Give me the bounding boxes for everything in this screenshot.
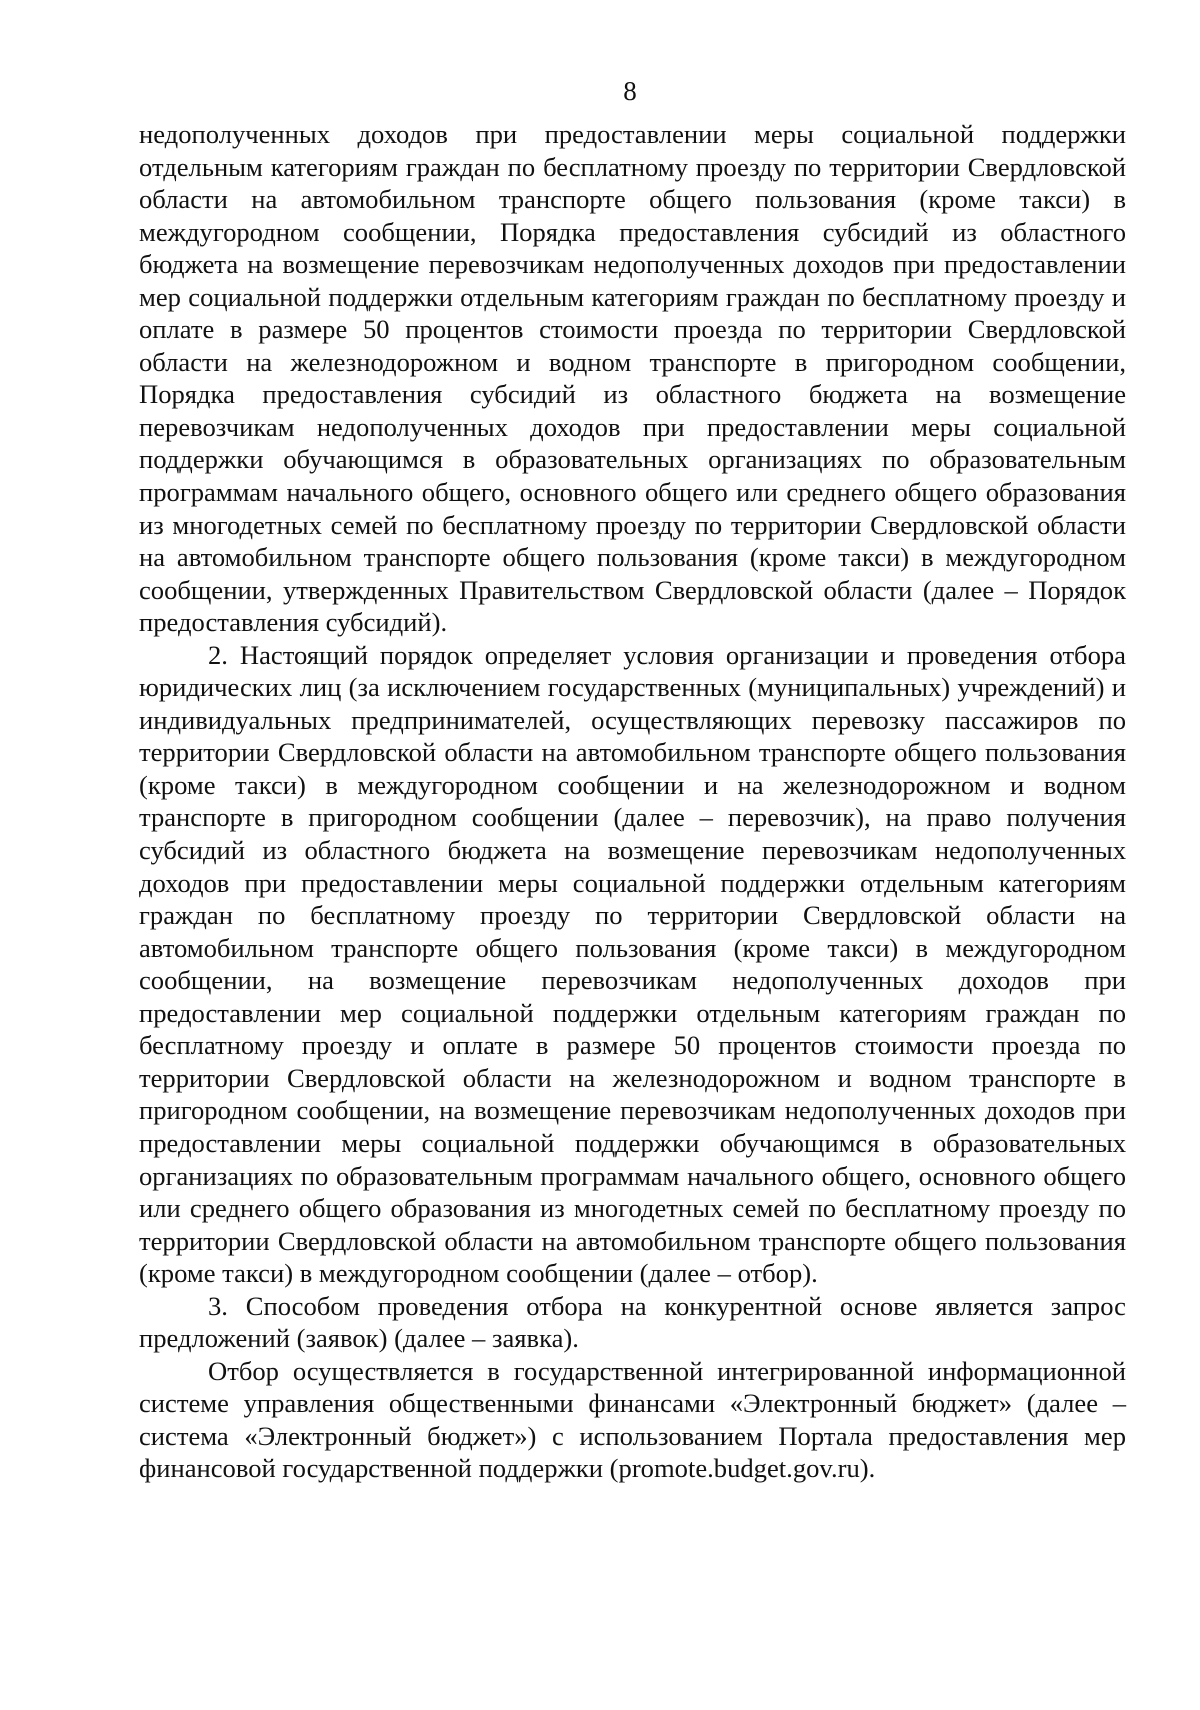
- paragraph-item-2: 2. Настоящий порядок определяет условия организации и проведения отбора юридических лиц (за исключением государственных (муниципальных) учреждений) и индивидуальных предпринимателей, осуществляющих перевозку пассажиров по территории Свердловской области на автомобильном транспорте общего пользования (кроме такси) в междугородном сообщении и на железнодорожном и водном транспорте в пригородном сообщении (далее – перевозчик), на право получения субсидий из областного бюджета на возмещение перевозчикам недополученных доходов при предоставлении меры социальной поддержки отдельным категориям граждан по бесплатному проезду по территории Свердловской области на автомобильном транспорте общего пользования (кроме такси) в междугородном сообщении, на возмещение перевозчикам недополученных доходов при предоставлении мер социальной поддержки отдельным категориям граждан по бесплатному проезду и оплате в размере 50 процентов стоимости проезда по территории Свердловской области на железнодорожном и водном транспорте в пригородном сообщении, на возмещение перевозчикам недополученных доходов при предоставлении меры социальной поддержки обучающимся в образовательных организациях по образовательным программам начального общего, основного общего или среднего общего образования из многодетных семей по бесплатному проезду по территории Свердловской области на автомобильном транспорте общего пользования (кроме такси) в междугородном сообщении (далее – отбор).: [139, 639, 1126, 1289]
- paragraph-continuation: недополученных доходов при предоставлении меры социальной поддержки отдельным категориям граждан по бесплатному проезду по территории Свердловской области на автомобильном транспорте общего пользования (кроме такси) в междугородном сообщении, Порядка предоставления субсидий из областного бюджета на возмещение перевозчикам недополученных доходов при предоставлении мер социальной поддержки отдельным категориям граждан по бесплатному проезду и оплате в размере 50 процентов стоимости проезда по территории Свердловской области на железнодорожном и водном транспорте в пригородном сообщении, Порядка предоставления субсидий из областного бюджета на возмещение перевозчикам недополученных доходов при предоставлении меры социальной поддержки обучающимся в образовательных организациях по образовательным программам начального общего, основного общего или среднего общего образования из многодетных семей по бесплатному проезду по территории Свердловской области на автомобильном транспорте общего пользования (кроме такси) в междугородном сообщении, утвержденных Правительством Свердловской области (далее – Порядок предоставления субсидий).: [139, 119, 1126, 638]
- document-body: [139, 118, 1126, 1485]
- paragraph-item-3: 3. Способом проведения отбора на конкурентной основе является запрос предложений (заявок) (далее – заявка).: [139, 1290, 1126, 1354]
- page-number: 8: [623, 76, 637, 106]
- paragraph-selection-system: Отбор осуществляется в государственной интегрированной информационной системе управления общественными финансами «Электронный бюджет» (далее – система «Электронный бюджет») с использованием Портала предоставления мер финансовой государственной поддержки (promote.budget.gov.ru).: [139, 1355, 1126, 1484]
